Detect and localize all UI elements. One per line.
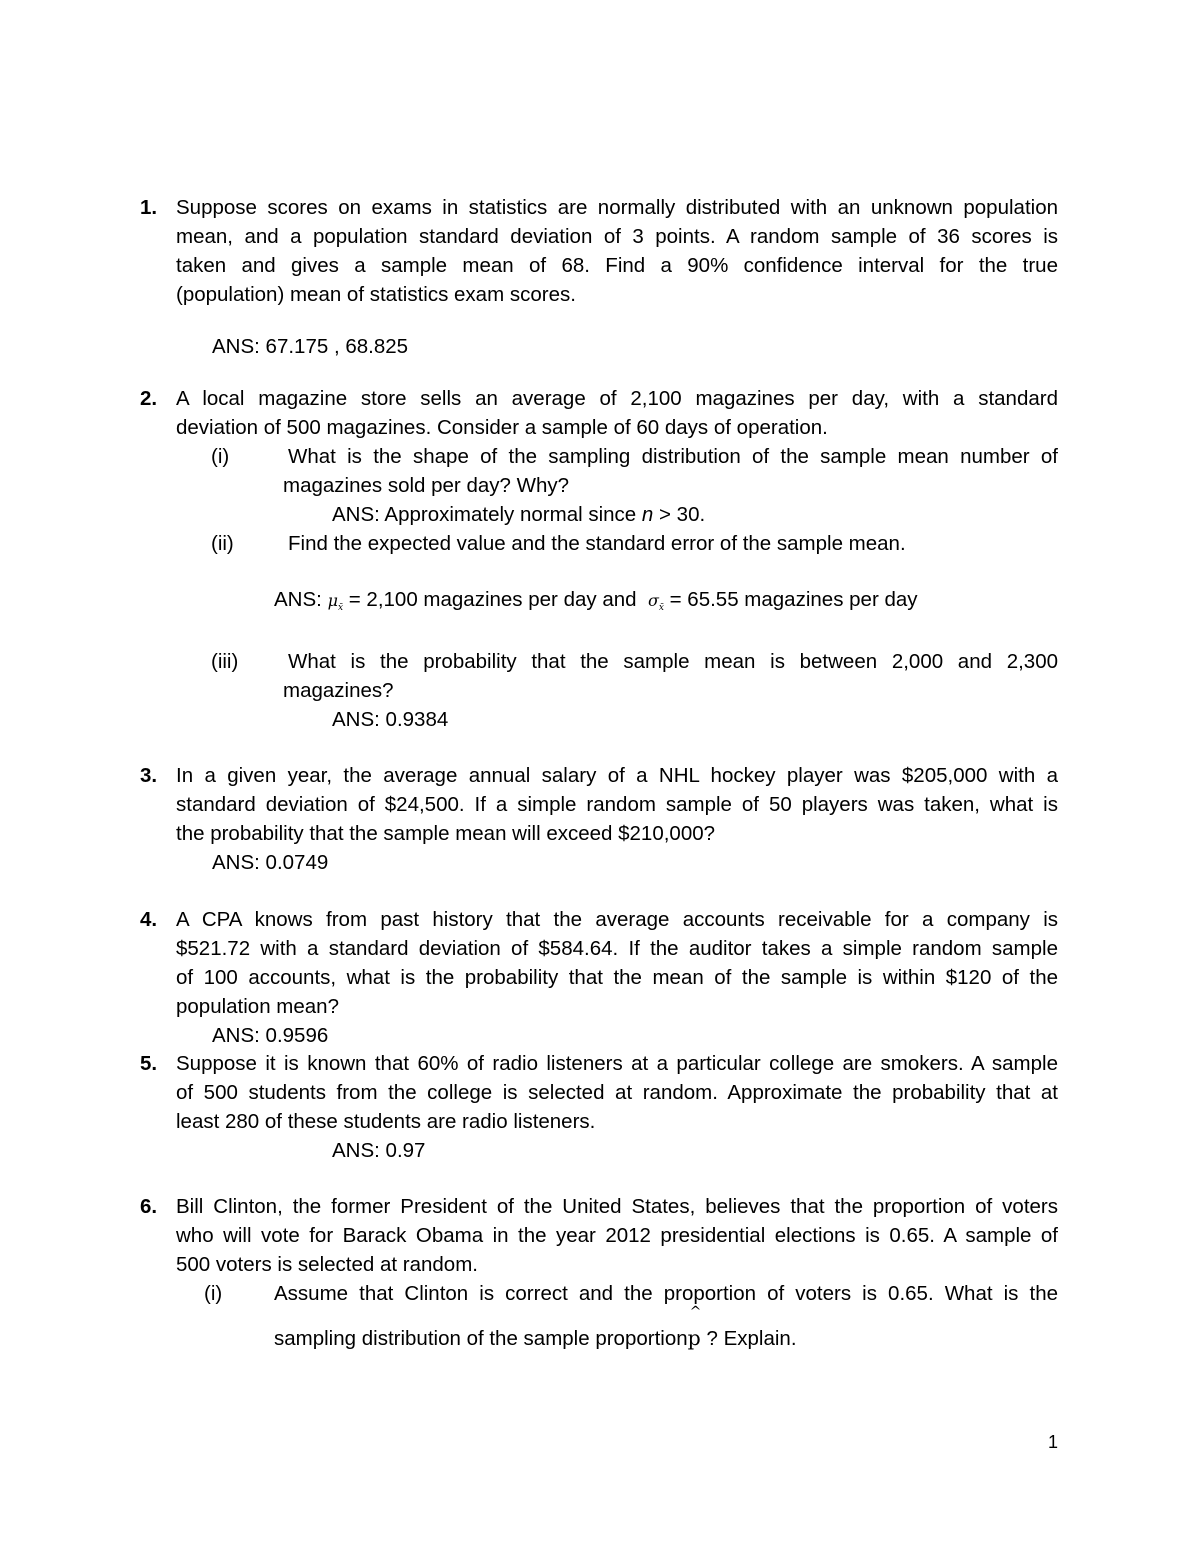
mu-symbol: $\mu_{x̄}$ (327, 591, 344, 614)
question-text-line: of 100 accounts, what is the probability that the mean of the sample is within $120 of the (176, 966, 1058, 989)
question-text-line: 500 voters is selected at random. (176, 1253, 478, 1276)
question-text-line: $521.72 with a standard deviation of $584.64. If the auditor takes a simple random sample (176, 937, 1058, 960)
answer-text: ANS: 67.175 , 68.825 (212, 335, 409, 358)
question-text-line: population mean? (176, 995, 339, 1018)
part-label: (i) (204, 1282, 223, 1305)
part-label: (i) (211, 445, 230, 468)
question-number: 2. (140, 387, 158, 410)
question-number: 6. (140, 1195, 158, 1218)
part-text-line: magazines? (283, 679, 394, 702)
answer-end: = 65.55 magazines per day (669, 588, 918, 611)
line-prefix: sampling distribution of the sample proportion (274, 1327, 688, 1350)
part-text-line: magazines sold per day? Why? (283, 474, 570, 497)
question-text-line: least 280 of these students are radio listeners. (176, 1110, 596, 1133)
question-text-line: standard deviation of $24,500. If a simple random sample of 50 players was taken, what is (176, 793, 1058, 816)
part-text-line: What is the probability that the sample mean is between 2,000 and 2,300 (288, 650, 1058, 673)
part-text-line: What is the shape of the sampling distribution of the sample mean number of (288, 445, 1058, 468)
question-text-line: who will vote for Barack Obama in the year 2012 presidential elections is 0.65. A sample of (176, 1224, 1058, 1247)
answer-prefix: ANS: (274, 588, 322, 611)
question-text-line: of 500 students from the college is selected at random. Approximate the probability that at (176, 1081, 1058, 1104)
question-text-line: deviation of 500 magazines. Consider a sample of 60 days of operation. (176, 416, 828, 439)
question-text-line: Suppose scores on exams in statistics are normally distributed with an unknown population (176, 196, 1058, 219)
part-answer: ANS: 0.9384 (332, 708, 449, 731)
answer-text: ANS: 0.0749 (212, 851, 329, 874)
page-number: 1 (1048, 1432, 1059, 1452)
question-text-line: Bill Clinton, the former President of the United States, believes that the proportion of voters (176, 1195, 1058, 1218)
question-number: 4. (140, 908, 158, 931)
sigma-symbol: $\sigma_{x̄}$ (647, 591, 664, 614)
part-text-line (274, 1304, 797, 1351)
answer-suffix: > 30. (653, 503, 706, 526)
question-text-line: Suppose it is known that 60% of radio listeners at a particular college are smokers. A sample (176, 1052, 1058, 1075)
line-suffix: ? Explain. (706, 1327, 797, 1350)
question-text-line: (population) mean of statistics exam scores. (176, 283, 576, 306)
answer-mid: = 2,100 magazines per day and (348, 588, 637, 611)
answer-text: ANS: 0.9596 (212, 1024, 329, 1047)
question-text-line: A local magazine store sells an average of 2,100 magazines per day, with a standard (176, 387, 1058, 410)
question-text-line: taken and gives a sample mean of 68. Find a 90% confidence interval for the true (176, 254, 1058, 277)
question-text-line: A CPA knows from past history that the average accounts receivable for a company is (176, 908, 1058, 931)
part-answer (274, 588, 918, 613)
question-text-line: In a given year, the average annual salary of a NHL hockey player was $205,000 with a (176, 764, 1058, 787)
answer-prefix: ANS: Approximately normal since (332, 503, 642, 526)
part-text-line: Assume that Clinton is correct and the proportion of voters is 0.65. What is the (274, 1282, 1058, 1305)
question-number: 3. (140, 764, 158, 787)
part-answer (332, 503, 705, 527)
answer-text: ANS: 0.97 (332, 1139, 426, 1162)
question-text-line: the probability that the sample mean will exceed $210,000? (176, 822, 716, 845)
question-text-line: mean, and a population standard deviation of 3 points. A random sample of 36 scores is (176, 225, 1058, 248)
p-hat-symbol: ^ p (687, 1304, 702, 1350)
part-label: (ii) (211, 532, 234, 555)
part-text-line: Find the expected value and the standard error of the sample mean. (288, 532, 906, 555)
variable-n: n (641, 503, 654, 526)
question-number: 5. (140, 1052, 158, 1075)
part-label: (iii) (211, 650, 239, 673)
question-number: 1. (140, 196, 158, 219)
